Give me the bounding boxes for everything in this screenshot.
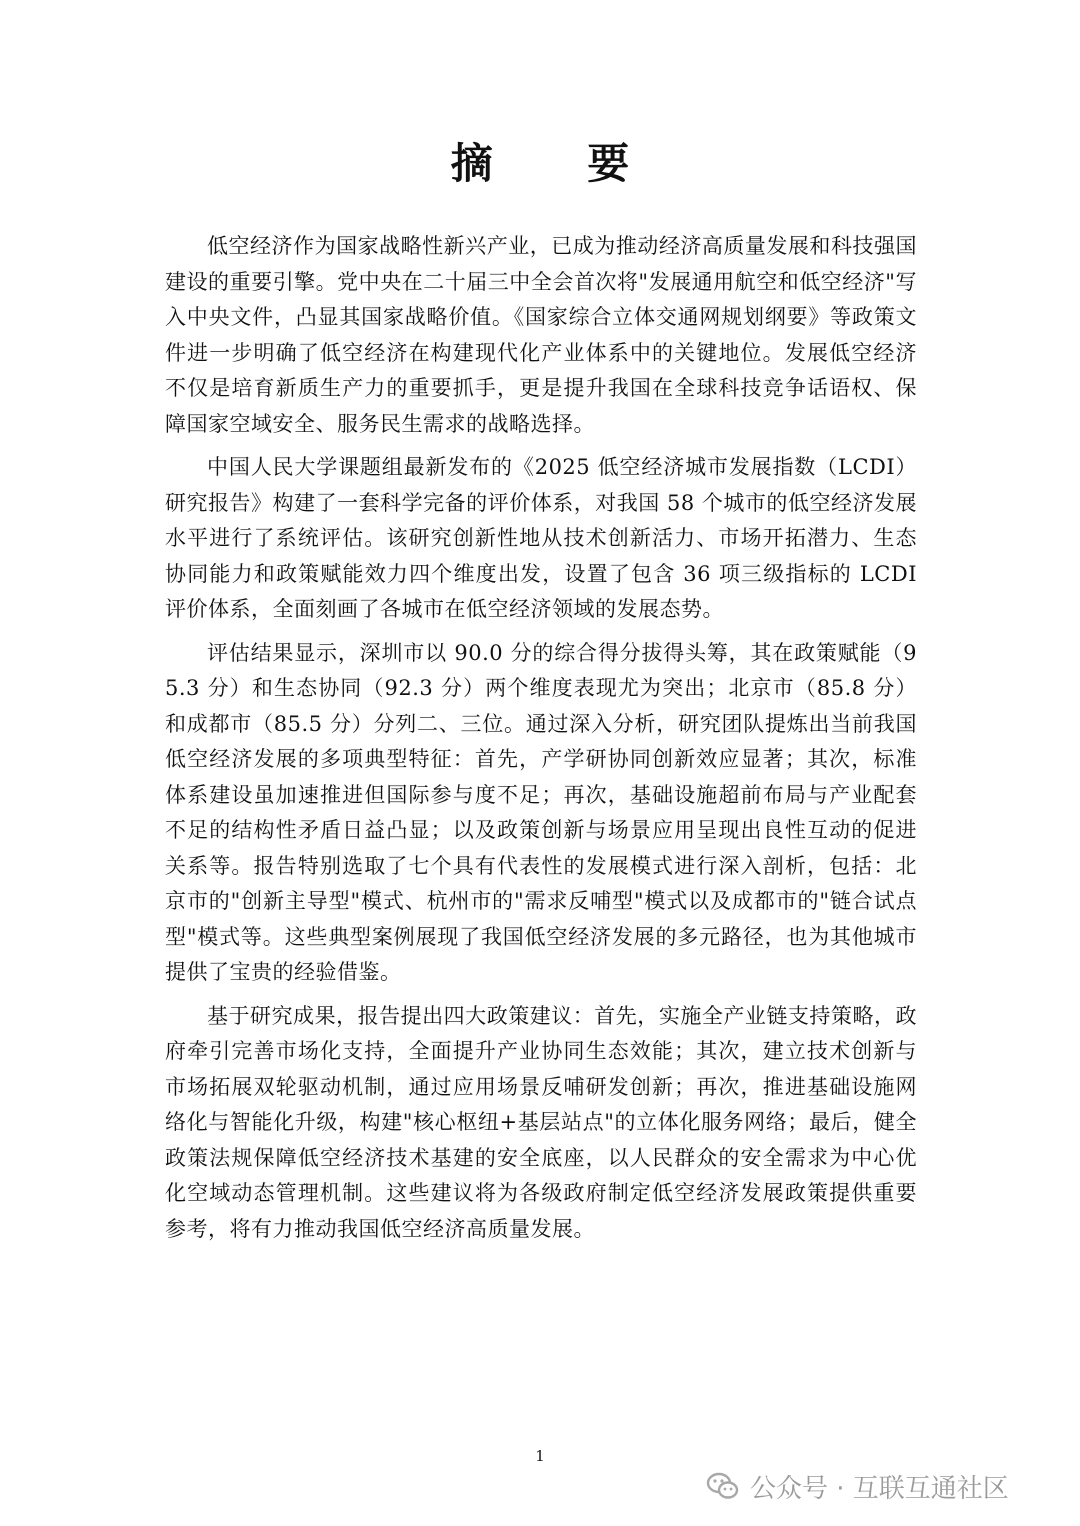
watermark	[706, 1464, 1009, 1508]
abstract-body	[165, 229, 917, 1255]
paragraph: 低空经济作为国家战略性新兴产业，已成为推动经济高质量发展和科技强国建设的重要引擎。党中央在二十届三中全会首次将"发展通用航空和低空经济"写入中央文件，凸显其国家战略价值。《国家综合立体交通网规划纲要》等政策文件进一步明确了低空经济在构建现代化产业体系中的关键地位。发展低空经济不仅是培育新质生产力的重要抓手，更是提升我国在全球科技竞争话语权、保障国家空域安全、服务民生需求的战略选择。	[165, 234, 917, 436]
watermark-text: 公众号 · 互联互通社区	[750, 1473, 1009, 1504]
page-title: 摘 要	[450, 139, 670, 188]
paragraph: 评估结果显示，深圳市以 90.0 分的综合得分拔得头筹，其在政策赋能（95.3 分）和生态协同（92.3 分）两个维度表现尤为突出；北京市（85.8 分）和成都市（85.5 分）分列二、三位。通过深入分析，研究团队提炼出当前我国低空经济发展的多项典型特征：首先，产学研协同创新效应显著；其次，标准体系建设虽加速推进但国际参与度不足；再次，基础设施超前布局与产业配套不足的结构性矛盾日益凸显；以及政策创新与场景应用呈现出良性互动的促进关系等。报告特别选取了七个具有代表性的发展模式进行深入剖析，包括：北京市的"创新主导型"模式、杭州市的"需求反哺型"模式以及成都市的"链合试点型"模式等。这些典型案例展现了我国低空经济发展的多元路径，也为其他城市提供了宝贵的经验借鉴。	[165, 640, 917, 984]
paragraph: 基于研究成果，报告提出四大政策建议：首先，实施全产业链支持策略，政府牵引完善市场化支持，全面提升产业协同生态效能；其次，建立技术创新与市场拓展双轮驱动机制，通过应用场景反哺研发创新；再次，推进基础设施网络化与智能化升级，构建"核心枢纽+基层站点"的立体化服务网络；最后，健全政策法规保障低空经济技术基建的安全底座，以人民群众的安全需求为中心优化空域动态管理机制。这些建议将为各级政府制定低空经济发展政策提供重要参考，将有力推动我国低空经济高质量发展。	[165, 1003, 917, 1241]
wechat-official-account-icon	[706, 1471, 740, 1501]
paragraph: 中国人民大学课题组最新发布的《2025 低空经济城市发展指数（LCDI）研究报告》构建了一套科学完备的评价体系，对我国 58 个城市的低空经济发展水平进行了系统评估。该研究创新性地从技术创新活力、市场开拓潜力、生态协同能力和政策赋能效力四个维度出发，设置了包含 36 项三级指标的 LCDI 评价体系，全面刻画了各城市在低空经济领域的发展态势。	[165, 455, 917, 621]
page-number: 1	[535, 1447, 545, 1465]
